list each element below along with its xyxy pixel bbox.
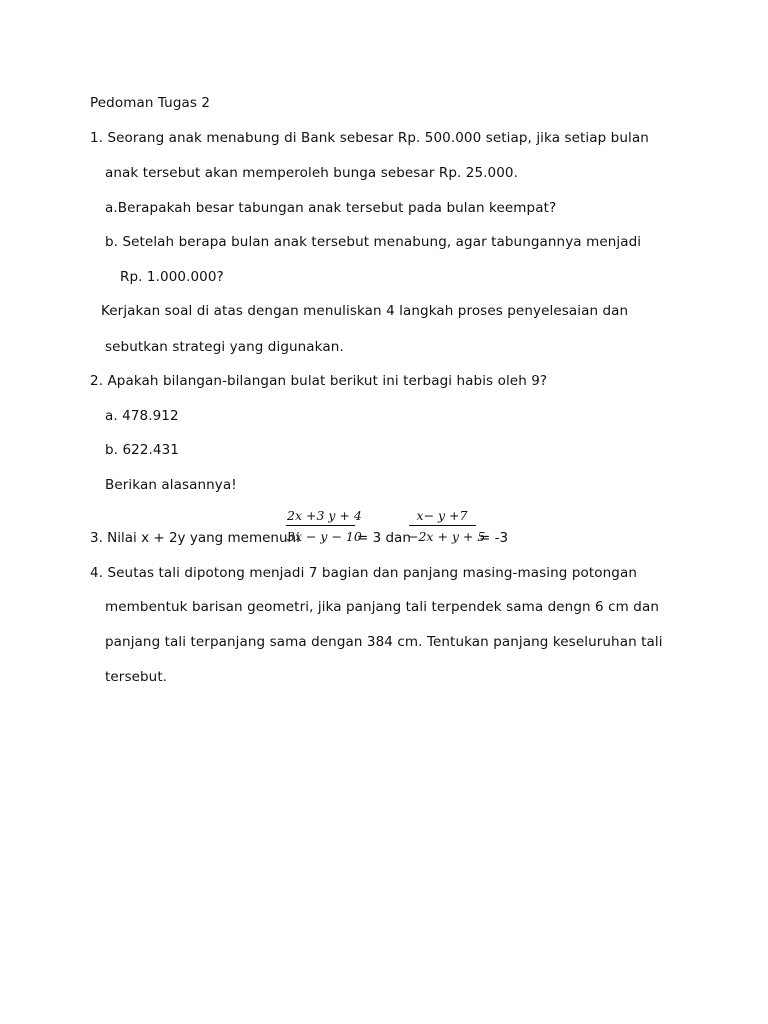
q3-fraction-1-numerator: 2x +3 y + 4 bbox=[287, 508, 362, 523]
q2-reason: Berikan alasannya! bbox=[105, 477, 237, 493]
q4-line-2: membentuk barisan geometri, jika panjang tali terpendek sama dengn 6 cm dan bbox=[105, 599, 659, 615]
q3-equals-minus-3: = -3 bbox=[479, 530, 509, 546]
document-title: Pedoman Tugas 2 bbox=[90, 95, 211, 111]
q1-part-b-line-2: Rp. 1.000.000? bbox=[120, 269, 224, 285]
q1-instruction-line-1: Kerjakan soal di atas dengan menuliskan 4 langkah proses penyelesaian dan bbox=[101, 303, 629, 319]
q1-line-1: 1. Seorang anak menabung di Bank sebesar Rp. 500.000 setiap, jika setiap bulan bbox=[90, 130, 649, 146]
q1-line-2: anak tersebut akan memperoleh bunga sebesar Rp. 25.000. bbox=[105, 165, 519, 181]
q4-line-4: tersebut. bbox=[105, 669, 168, 685]
q3-prefix: 3. Nilai x + 2y yang memenuhi bbox=[90, 530, 300, 546]
q2-option-a: a. 478.912 bbox=[105, 408, 179, 424]
q3-fraction-2-bar bbox=[409, 525, 476, 526]
q2-option-b: b. 622.431 bbox=[105, 442, 179, 458]
q3-fraction-1-bar bbox=[286, 525, 355, 526]
q1-part-b-line-1: b. Setelah berapa bulan anak tersebut menabung, agar tabungannya menjadi bbox=[105, 234, 642, 250]
q3-fraction-1-denominator: 3x − y − 10 bbox=[287, 529, 362, 544]
q4-line-3: panjang tali terpanjang sama dengan 384 cm. Tentukan panjang keseluruhan tali bbox=[105, 634, 663, 650]
q3-equals-3: = 3 dan bbox=[357, 530, 411, 546]
q2-line-1: 2. Apakah bilangan-bilangan bulat berikut ini terbagi habis oleh 9? bbox=[90, 373, 548, 389]
q1-part-a: a.Berapakah besar tabungan anak tersebut pada bulan keempat? bbox=[105, 200, 557, 216]
q1-instruction-line-2: sebutkan strategi yang digunakan. bbox=[105, 339, 344, 355]
q4-line-1: 4. Seutas tali dipotong menjadi 7 bagian dan panjang masing-masing potongan bbox=[90, 565, 637, 581]
q3-fraction-2-numerator: x− y +7 bbox=[416, 508, 468, 523]
q3-fraction-2-denominator: −2x + y + 5 bbox=[408, 529, 486, 544]
